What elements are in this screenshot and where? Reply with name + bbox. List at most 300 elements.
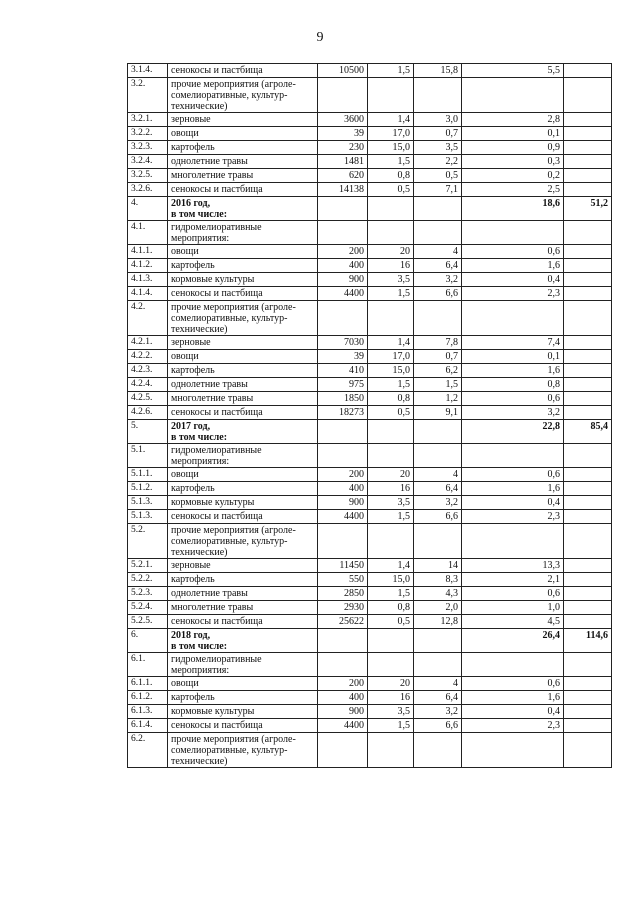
table-cell-area: 11450 (318, 559, 368, 573)
table-cell-name: многолетние травы (168, 601, 318, 615)
table-row (128, 468, 612, 482)
table-cell-cost: 0,9 (462, 141, 564, 155)
table-cell-area: 620 (318, 169, 368, 183)
table-cell-name: сенокосы и пастбища (168, 719, 318, 733)
table-cell-increase: 6,2 (414, 364, 462, 378)
table-cell-area (318, 524, 368, 559)
table-cell-num: 3.2.6. (128, 183, 168, 197)
table-cell-num: 5.1.3. (128, 510, 168, 524)
table-cell-yield: 0,8 (368, 392, 414, 406)
table-cell-cost (462, 78, 564, 113)
table-cell-cost: 2,3 (462, 510, 564, 524)
table-cell-yield (368, 197, 414, 221)
table-cell-effect (564, 615, 612, 629)
table-cell-increase: 6,4 (414, 482, 462, 496)
table-cell-area: 4400 (318, 719, 368, 733)
table-row (128, 287, 612, 301)
table-cell-cost: 3,2 (462, 406, 564, 420)
table-cell-num: 4.2.4. (128, 378, 168, 392)
table-cell-cost: 0,4 (462, 496, 564, 510)
table-cell-yield: 1,5 (368, 510, 414, 524)
table-cell-name: кормовые культуры (168, 273, 318, 287)
table-cell-cost: 0,6 (462, 677, 564, 691)
table-cell-effect (564, 301, 612, 336)
table-cell-num: 5.1.3. (128, 496, 168, 510)
table-cell-name: овощи (168, 350, 318, 364)
table-cell-area (318, 78, 368, 113)
table-cell-num: 6.1.3. (128, 705, 168, 719)
table-cell-name: многолетние травы (168, 392, 318, 406)
table-cell-num: 6.1. (128, 653, 168, 677)
table-cell-effect (564, 183, 612, 197)
table-row (128, 64, 612, 78)
table-cell-num: 5.1.1. (128, 468, 168, 482)
table-row (128, 113, 612, 127)
table-cell-area (318, 301, 368, 336)
table-cell-name: картофель (168, 259, 318, 273)
table-cell-name: прочие мероприятия (агроле-сомелиоративные, культур-технические) (168, 78, 318, 113)
table-cell-effect (564, 587, 612, 601)
table-cell-name: картофель (168, 691, 318, 705)
table-cell-cost: 2,1 (462, 573, 564, 587)
table-cell-yield: 0,5 (368, 615, 414, 629)
table-cell-increase (414, 524, 462, 559)
table-row (128, 78, 612, 113)
table-cell-yield (368, 733, 414, 768)
table-row (128, 496, 612, 510)
table-row (128, 705, 612, 719)
table-cell-cost: 0,1 (462, 127, 564, 141)
table-cell-area: 400 (318, 691, 368, 705)
table-cell-cost: 4,5 (462, 615, 564, 629)
table-row (128, 127, 612, 141)
table-cell-name: картофель (168, 141, 318, 155)
table-cell-num: 3.2. (128, 78, 168, 113)
table-cell-num: 3.2.5. (128, 169, 168, 183)
table-cell-area: 410 (318, 364, 368, 378)
table-cell-area (318, 221, 368, 245)
table-row (128, 510, 612, 524)
table-cell-area: 200 (318, 468, 368, 482)
table-cell-increase (414, 733, 462, 768)
table-row (128, 719, 612, 733)
table-cell-area (318, 653, 368, 677)
table-cell-num: 3.2.3. (128, 141, 168, 155)
table-cell-name: зерновые (168, 113, 318, 127)
table-cell-num: 4.2.3. (128, 364, 168, 378)
table-cell-increase (414, 78, 462, 113)
table-row (128, 573, 612, 587)
table-cell-name: картофель (168, 482, 318, 496)
table-cell-name: зерновые (168, 336, 318, 350)
table-cell-name: гидромелиоративные мероприятия: (168, 221, 318, 245)
table-cell-area: 1481 (318, 155, 368, 169)
table-cell-increase: 4 (414, 245, 462, 259)
table-cell-increase: 6,6 (414, 287, 462, 301)
table-cell-effect (564, 287, 612, 301)
table-cell-yield: 1,5 (368, 587, 414, 601)
table-cell-area: 4400 (318, 287, 368, 301)
table-cell-increase (414, 444, 462, 468)
table-row (128, 197, 612, 221)
table-cell-cost: 2,8 (462, 113, 564, 127)
table-cell-num: 4.2. (128, 301, 168, 336)
table-cell-yield (368, 524, 414, 559)
table-row (128, 273, 612, 287)
table-cell-cost (462, 733, 564, 768)
table-cell-name: гидромелиоративные мероприятия: (168, 653, 318, 677)
table-cell-effect (564, 364, 612, 378)
table-cell-area: 10500 (318, 64, 368, 78)
table-cell-num: 3.2.4. (128, 155, 168, 169)
table-row (128, 301, 612, 336)
table-cell-cost (462, 444, 564, 468)
table-cell-name: овощи (168, 468, 318, 482)
table-cell-num: 6.1.2. (128, 691, 168, 705)
table-cell-effect: 114,6 (564, 629, 612, 653)
table-cell-area: 18273 (318, 406, 368, 420)
table-cell-effect (564, 496, 612, 510)
table-cell-increase (414, 629, 462, 653)
table-cell-num: 6.1.1. (128, 677, 168, 691)
table-cell-name: сенокосы и пастбища (168, 183, 318, 197)
table-cell-cost: 13,3 (462, 559, 564, 573)
table-row (128, 155, 612, 169)
table-row (128, 259, 612, 273)
table-cell-effect (564, 169, 612, 183)
table-cell-yield: 15,0 (368, 364, 414, 378)
table-cell-num: 6.2. (128, 733, 168, 768)
table-row (128, 691, 612, 705)
table-cell-increase: 2,0 (414, 601, 462, 615)
table-cell-area: 3600 (318, 113, 368, 127)
table-row (128, 559, 612, 573)
table-cell-area: 25622 (318, 615, 368, 629)
table-cell-effect (564, 221, 612, 245)
table-cell-num: 3.2.1. (128, 113, 168, 127)
table-cell-effect (564, 406, 612, 420)
table-row (128, 141, 612, 155)
table-cell-area (318, 733, 368, 768)
table-cell-num: 4.1.2. (128, 259, 168, 273)
table-cell-name: однолетние травы (168, 378, 318, 392)
table-cell-increase: 1,5 (414, 378, 462, 392)
table-cell-effect (564, 653, 612, 677)
table-cell-effect (564, 155, 612, 169)
table-cell-increase: 9,1 (414, 406, 462, 420)
table-cell-increase: 4 (414, 677, 462, 691)
table-cell-effect (564, 601, 612, 615)
table-cell-name: 2018 год, в том числе: (168, 629, 318, 653)
table-cell-yield: 15,0 (368, 141, 414, 155)
table-cell-name: кормовые культуры (168, 705, 318, 719)
table-cell-num: 4. (128, 197, 168, 221)
table-cell-increase: 6,6 (414, 510, 462, 524)
table-cell-effect (564, 245, 612, 259)
table-cell-area: 230 (318, 141, 368, 155)
table-cell-num: 4.1.4. (128, 287, 168, 301)
table-cell-increase: 3,2 (414, 705, 462, 719)
table-row (128, 420, 612, 444)
table-cell-increase: 2,2 (414, 155, 462, 169)
table-row (128, 482, 612, 496)
table-cell-area: 900 (318, 273, 368, 287)
table-cell-area: 200 (318, 677, 368, 691)
table-cell-name: 2016 год, в том числе: (168, 197, 318, 221)
table-cell-cost: 18,6 (462, 197, 564, 221)
table-row (128, 245, 612, 259)
table-row (128, 350, 612, 364)
table-row (128, 183, 612, 197)
table-cell-cost: 1,6 (462, 364, 564, 378)
page-number: 9 (316, 30, 324, 45)
table-row (128, 629, 612, 653)
table-cell-effect (564, 524, 612, 559)
table-cell-area: 39 (318, 127, 368, 141)
table-cell-yield (368, 629, 414, 653)
table-cell-increase: 1,2 (414, 392, 462, 406)
table-cell-num: 5. (128, 420, 168, 444)
table-cell-yield: 1,5 (368, 155, 414, 169)
table-cell-effect: 51,2 (564, 197, 612, 221)
table-cell-area (318, 197, 368, 221)
table-cell-num: 5.2.5. (128, 615, 168, 629)
table-row (128, 169, 612, 183)
table-cell-cost: 2,5 (462, 183, 564, 197)
table-row (128, 653, 612, 677)
table-cell-name: сенокосы и пастбища (168, 406, 318, 420)
table-cell-yield: 0,8 (368, 601, 414, 615)
table-cell-yield: 16 (368, 691, 414, 705)
table-cell-effect (564, 64, 612, 78)
table-cell-increase: 7,8 (414, 336, 462, 350)
table-cell-yield: 20 (368, 468, 414, 482)
table-cell-effect (564, 378, 612, 392)
table-cell-yield: 20 (368, 245, 414, 259)
table-cell-area: 4400 (318, 510, 368, 524)
table-cell-name: гидромелиоративные мероприятия: (168, 444, 318, 468)
table-row (128, 524, 612, 559)
table-cell-yield: 1,5 (368, 64, 414, 78)
table-cell-cost (462, 653, 564, 677)
table-cell-yield: 1,5 (368, 719, 414, 733)
table-cell-yield: 20 (368, 677, 414, 691)
table-cell-yield: 3,5 (368, 496, 414, 510)
table-cell-area: 400 (318, 482, 368, 496)
table-cell-area: 14138 (318, 183, 368, 197)
table-cell-effect (564, 733, 612, 768)
table-cell-yield: 1,4 (368, 336, 414, 350)
table-cell-cost: 7,4 (462, 336, 564, 350)
table-cell-yield (368, 301, 414, 336)
table-cell-area (318, 629, 368, 653)
table-row (128, 601, 612, 615)
table-cell-increase (414, 420, 462, 444)
table-cell-cost: 22,8 (462, 420, 564, 444)
table-cell-num: 5.2.2. (128, 573, 168, 587)
table-cell-effect (564, 468, 612, 482)
table-cell-increase: 0,5 (414, 169, 462, 183)
table-cell-yield: 0,8 (368, 169, 414, 183)
table-row (128, 444, 612, 468)
table-cell-yield (368, 444, 414, 468)
table-cell-name: овощи (168, 245, 318, 259)
table-row (128, 221, 612, 245)
table-cell-cost (462, 221, 564, 245)
table-row (128, 677, 612, 691)
table-cell-effect (564, 78, 612, 113)
table-cell-name: прочие мероприятия (агроле-сомелиоративные, культур-технические) (168, 524, 318, 559)
table-row (128, 336, 612, 350)
table-cell-num: 4.2.2. (128, 350, 168, 364)
table-cell-effect (564, 259, 612, 273)
table-cell-increase: 3,2 (414, 273, 462, 287)
table-cell-effect (564, 141, 612, 155)
table-cell-name: многолетние травы (168, 169, 318, 183)
table-cell-cost: 0,8 (462, 378, 564, 392)
table-cell-area (318, 420, 368, 444)
table-cell-name: прочие мероприятия (агроле-сомелиоративные, культур-технические) (168, 733, 318, 768)
table-cell-increase: 14 (414, 559, 462, 573)
table-cell-cost: 26,4 (462, 629, 564, 653)
table-cell-effect (564, 482, 612, 496)
table-cell-name: сенокосы и пастбища (168, 287, 318, 301)
table-cell-increase: 3,5 (414, 141, 462, 155)
table-cell-cost: 1,0 (462, 601, 564, 615)
table-cell-cost: 0,6 (462, 468, 564, 482)
table-row (128, 406, 612, 420)
table-cell-num: 3.2.2. (128, 127, 168, 141)
table-cell-yield: 1,5 (368, 378, 414, 392)
table-cell-cost: 0,1 (462, 350, 564, 364)
table-cell-area: 2930 (318, 601, 368, 615)
table-cell-increase (414, 653, 462, 677)
table-cell-cost: 1,6 (462, 691, 564, 705)
table-cell-effect (564, 719, 612, 733)
table-cell-yield: 17,0 (368, 350, 414, 364)
table-cell-name: прочие мероприятия (агроле-сомелиоративные, культур-технические) (168, 301, 318, 336)
table-row (128, 587, 612, 601)
table-cell-increase: 3,0 (414, 113, 462, 127)
table-cell-cost: 2,3 (462, 287, 564, 301)
table-row (128, 392, 612, 406)
table-row (128, 364, 612, 378)
table-cell-increase: 0,7 (414, 350, 462, 364)
table-cell-area: 1850 (318, 392, 368, 406)
table-cell-cost: 0,6 (462, 245, 564, 259)
table-cell-increase: 12,8 (414, 615, 462, 629)
table-cell-yield: 0,5 (368, 406, 414, 420)
table-cell-increase: 6,4 (414, 259, 462, 273)
table-cell-name: кормовые культуры (168, 496, 318, 510)
table-cell-increase: 4,3 (414, 587, 462, 601)
table-cell-yield (368, 78, 414, 113)
table-cell-name: однолетние травы (168, 155, 318, 169)
table-cell-effect (564, 444, 612, 468)
table-cell-cost: 1,6 (462, 259, 564, 273)
table-cell-increase: 7,1 (414, 183, 462, 197)
table-cell-name: сенокосы и пастбища (168, 615, 318, 629)
table-cell-cost: 0,3 (462, 155, 564, 169)
table-cell-cost (462, 524, 564, 559)
table-cell-yield (368, 653, 414, 677)
table-row (128, 378, 612, 392)
table-cell-yield (368, 420, 414, 444)
table-cell-increase: 6,4 (414, 691, 462, 705)
table-cell-name: однолетние травы (168, 587, 318, 601)
table-cell-area: 550 (318, 573, 368, 587)
table-cell-area (318, 444, 368, 468)
table-cell-effect: 85,4 (564, 420, 612, 444)
table-cell-cost: 2,3 (462, 719, 564, 733)
table-cell-increase: 6,6 (414, 719, 462, 733)
table-cell-area: 975 (318, 378, 368, 392)
table-cell-area: 400 (318, 259, 368, 273)
table-cell-yield: 1,4 (368, 559, 414, 573)
table-cell-num: 4.1.3. (128, 273, 168, 287)
table-cell-increase: 8,3 (414, 573, 462, 587)
table-cell-num: 5.2.3. (128, 587, 168, 601)
table-cell-yield: 3,5 (368, 705, 414, 719)
table-cell-cost: 0,6 (462, 392, 564, 406)
table-cell-effect (564, 336, 612, 350)
table-cell-cost (462, 301, 564, 336)
table-cell-effect (564, 573, 612, 587)
table-cell-num: 4.1. (128, 221, 168, 245)
table-cell-increase: 3,2 (414, 496, 462, 510)
table-cell-num: 5.2.1. (128, 559, 168, 573)
table-cell-num: 6. (128, 629, 168, 653)
table-cell-yield: 16 (368, 259, 414, 273)
table-cell-increase (414, 197, 462, 221)
table-cell-yield: 1,5 (368, 287, 414, 301)
table-cell-cost: 0,4 (462, 705, 564, 719)
table-cell-name: картофель (168, 573, 318, 587)
measures-table (127, 63, 612, 768)
table-cell-num: 4.1.1. (128, 245, 168, 259)
table-cell-num: 3.1.4. (128, 64, 168, 78)
table-cell-name: сенокосы и пастбища (168, 510, 318, 524)
table-cell-area: 200 (318, 245, 368, 259)
table-cell-cost: 0,6 (462, 587, 564, 601)
table-cell-yield: 0,5 (368, 183, 414, 197)
table-cell-yield: 16 (368, 482, 414, 496)
table-cell-cost: 5,5 (462, 64, 564, 78)
table-cell-effect (564, 691, 612, 705)
table-cell-name: овощи (168, 677, 318, 691)
table-cell-num: 4.2.6. (128, 406, 168, 420)
table-cell-area: 2850 (318, 587, 368, 601)
table-cell-effect (564, 127, 612, 141)
table-row (128, 733, 612, 768)
table-cell-yield: 1,4 (368, 113, 414, 127)
table-cell-name: зерновые (168, 559, 318, 573)
table-cell-effect (564, 559, 612, 573)
table-cell-effect (564, 350, 612, 364)
table-cell-num: 4.2.5. (128, 392, 168, 406)
table-cell-num: 6.1.4. (128, 719, 168, 733)
table-cell-num: 5.2.4. (128, 601, 168, 615)
table-cell-name: сенокосы и пастбища (168, 64, 318, 78)
table-cell-yield: 17,0 (368, 127, 414, 141)
table-cell-effect (564, 677, 612, 691)
table-cell-cost: 0,4 (462, 273, 564, 287)
table-cell-num: 5.1. (128, 444, 168, 468)
table-cell-area: 39 (318, 350, 368, 364)
table-cell-area: 900 (318, 705, 368, 719)
table-cell-area: 7030 (318, 336, 368, 350)
table-cell-effect (564, 113, 612, 127)
